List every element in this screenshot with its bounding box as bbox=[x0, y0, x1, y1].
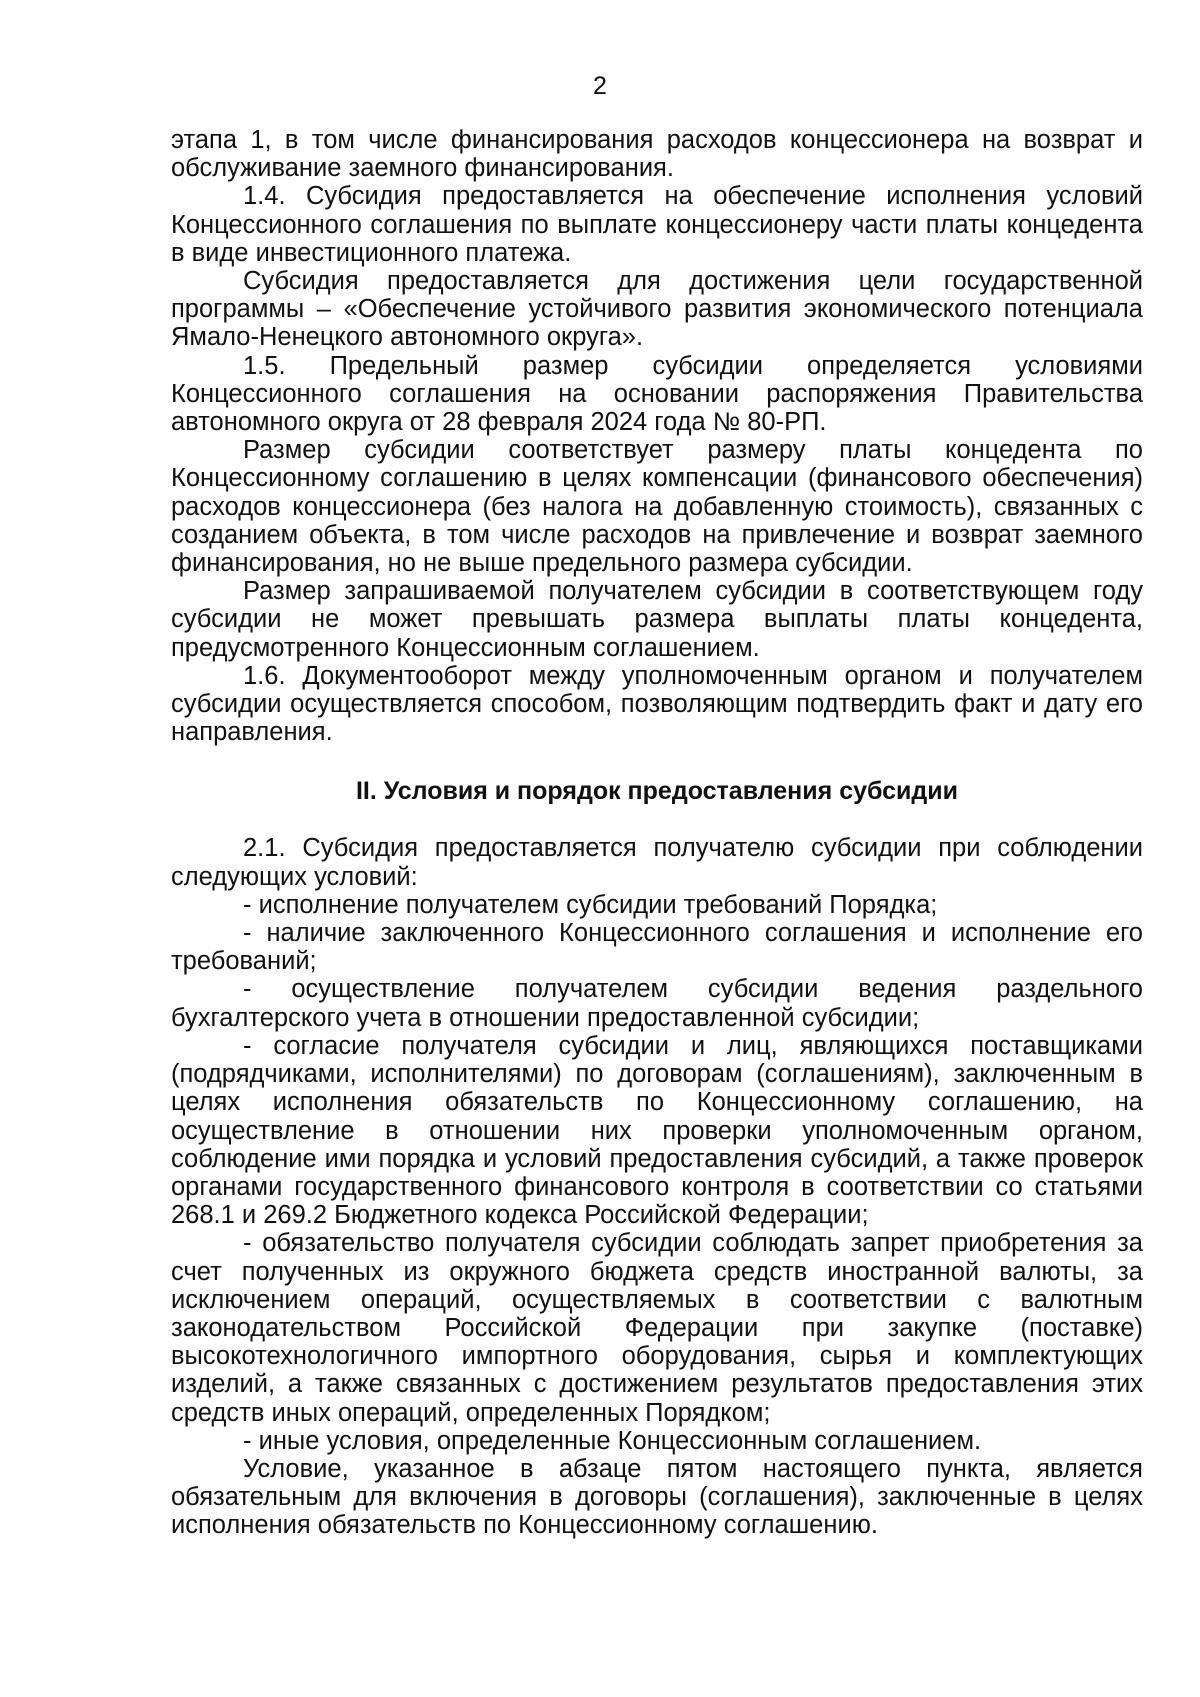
list-item: - согласие получателя субсидии и лиц, являющихся поставщиками (подрядчиками, исполнителями) по договорам (соглашениям), заключенным в целях исполнения обязательств по Концессионному соглашению, на осуществление в отношении них проверки уполномоченным органом, соблюдение ими порядка и условий предоставления субсидий, а также проверок органами государственного финансового контроля в соответствии со статьями 268.1 и 269.2 Бюджетного кодекса Российской Федерации; bbox=[171, 1031, 1143, 1230]
paragraph: Размер запрашиваемой получателем субсидии в соответствующем году субсидии не может превышать размера выплаты платы концедента, предусмотренного Концессионным соглашением. bbox=[171, 577, 1143, 662]
paragraph: Размер субсидии соответствует размеру платы концедента по Концессионному соглашению в целях компенсации (финансового обеспечения) расходов концессионера (без налога на добавленную стоимость), связанных с созданием объекта, в том числе расходов на привлечение и возврат заемного финансирования, но не выше предельного размера субсидии. bbox=[171, 436, 1143, 578]
list-item: - иные условия, определенные Концессионным соглашением. bbox=[243, 1426, 982, 1455]
list-item: - осуществление получателем субсидии ведения раздельного бухгалтерского учета в отношении предоставленной субсидии; bbox=[171, 975, 1143, 1032]
list-item: - наличие заключенного Концессионного соглашения и исполнение его требований; bbox=[171, 919, 1143, 976]
paragraph: 1.5. Предельный размер субсидии определяется условиями Концессионного соглашения на основании распоряжения Правительства автономного округа от 28 февраля 2024 года № 80-РП. bbox=[171, 351, 1143, 437]
document-body bbox=[171, 126, 1143, 1540]
paragraph: 2.1. Субсидия предоставляется получателю субсидии при соблюдении следующих условий: bbox=[171, 834, 1143, 891]
paragraph: Условие, указанное в абзаце пятом настоящего пункта, является обязательным для включения в договоры (соглашения), заключенные в целях исполнения обязательств по Концессионному соглашению. bbox=[171, 1454, 1143, 1540]
section-heading: II. Условия и порядок предоставления субсидии bbox=[355, 777, 958, 806]
paragraph: Субсидия предоставляется для достижения цели государственной программы – «Обеспечение устойчивого развития экономического потенциала Ямало-Ненецкого автономного округа». bbox=[171, 267, 1143, 352]
list-item: - исполнение получателем субсидии требований Порядка; bbox=[243, 890, 938, 919]
paragraph: 1.4. Субсидия предоставляется на обеспечение исполнения условий Концессионного соглашения по выплате концессионеру части платы концедента в виде инвестиционного платежа. bbox=[171, 182, 1143, 267]
paragraph: 1.6. Документооборот между уполномоченным органом и получателем субсидии осуществляется способом, позволяющим подтвердить факт и дату его направления. bbox=[171, 661, 1143, 747]
page-number: 2 bbox=[593, 72, 607, 100]
list-item: - обязательство получателя субсидии соблюдать запрет приобретения за счет полученных из окружного бюджета средств иностранной валюты, за исключением операций, осуществляемых в соответствии с валютным законодательством Российской Федерации при закупке (поставке) высокотехнологичного импортного оборудования, сырья и комплектующих изделий, а также связанных с достижением результатов предоставления этих средств иных операций, определенных Порядком; bbox=[171, 1229, 1143, 1427]
paragraph: этапа 1, в том числе финансирования расходов концессионера на возврат и обслуживание заемного финансирования. bbox=[171, 126, 1143, 183]
